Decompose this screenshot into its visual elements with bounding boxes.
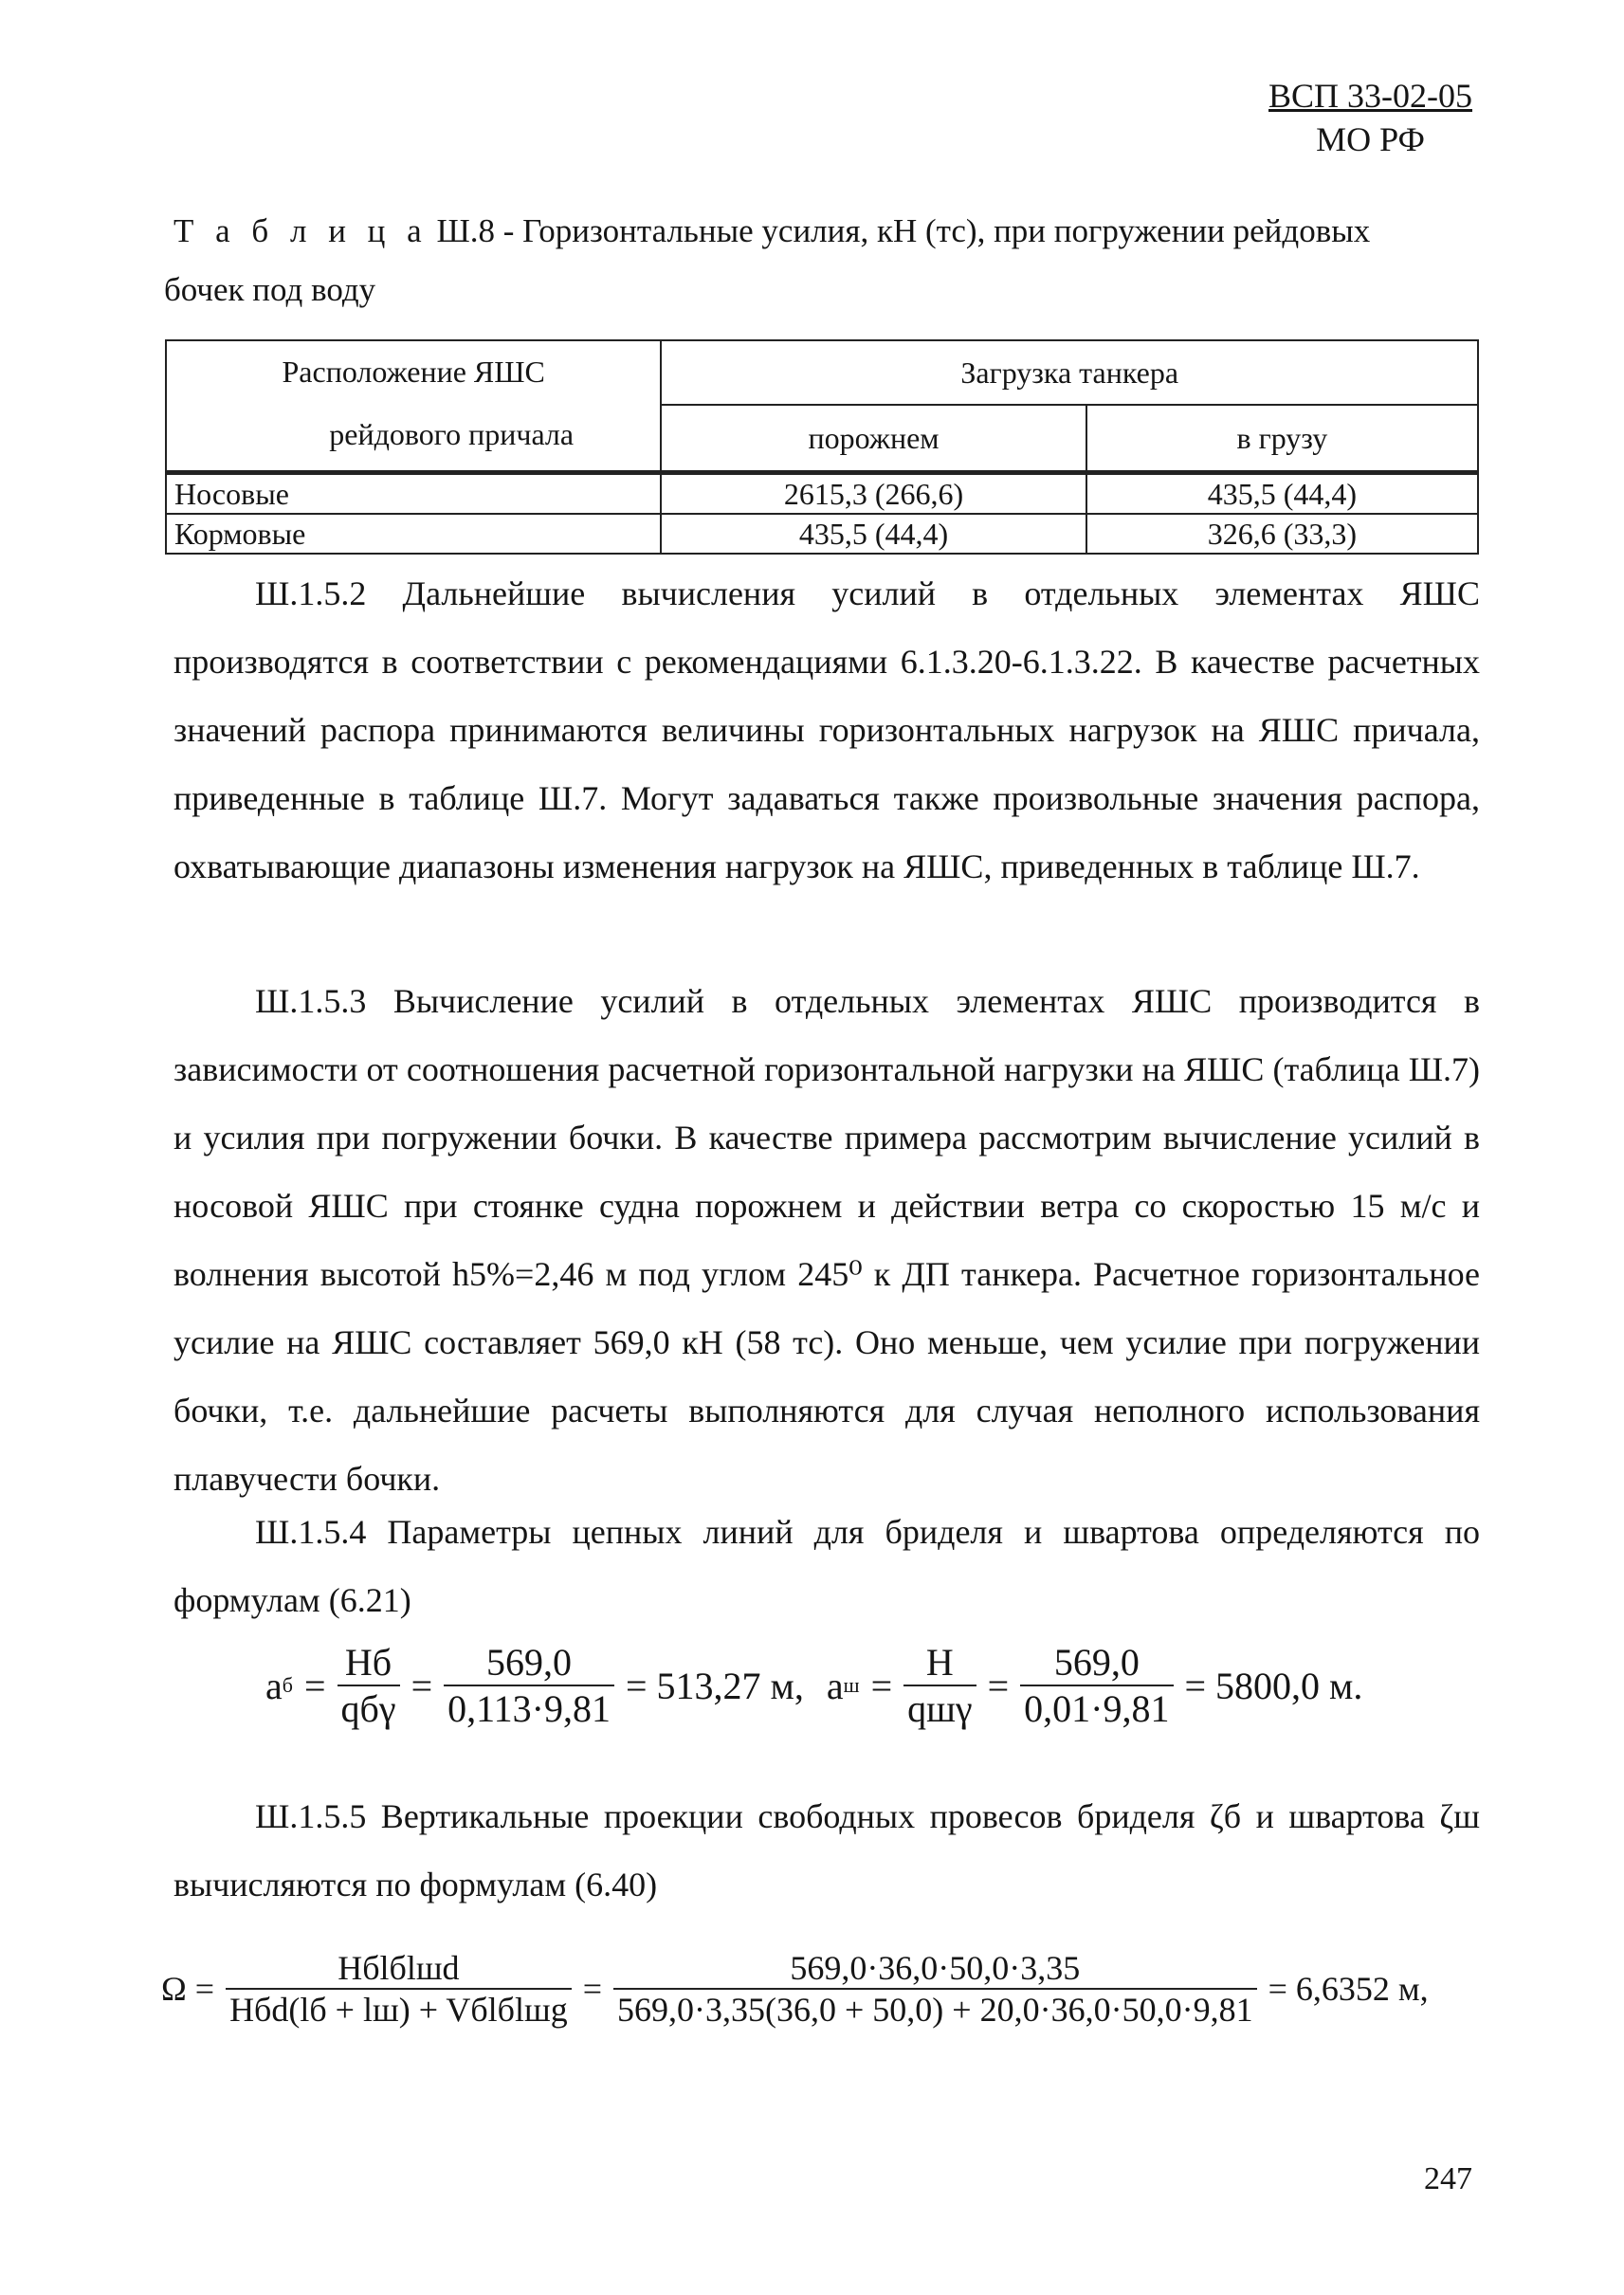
standard-code: ВСП 33-02-05 xyxy=(1268,77,1472,115)
document-header xyxy=(1268,74,1472,161)
paragraph-1-5-4: Ш.1.5.4 Параметры цепных линий для бриделя и швартова определяются по формулам (6.21) xyxy=(173,1513,1480,1619)
fraction: $\frac{H}{\text{qшγ}}$ xyxy=(903,1640,976,1731)
formula-omega: Ω = $\frac{\text{Hбlбlшd}}{\text{Hбd(lб + lш) + Vбlбlшg}}$ = $\frac{569,0\cdot 36,0\cdot 50,0\cdot 3,35}{569,0\cdot 3,35(36,0 + 50,0) + 20,0\cdot 36,0\cdot 50,0\cdot 9,81}$ = 6,6352 м, xyxy=(161,1949,1429,2029)
formula-catenary: a б = $\frac{Hб}{\text{qбγ}}$ = $\frac{569,0}{0,113\cdot 9,81}$ = 513,27 м, a ш = $\frac{H}{\text{qшγ}}$ = $\frac{569,0}{0,01\cdot 9,81}$ = 5800,0 м. xyxy=(265,1641,1363,1730)
fraction: $\frac{Hб}{\text{qбγ}}$ xyxy=(338,1640,400,1731)
organization: МО РФ xyxy=(1316,120,1425,158)
header-tanker-load: Загрузка танкера xyxy=(661,340,1478,405)
fraction: $\frac{569,0}{0,01\cdot 9,81}$ xyxy=(1020,1640,1173,1731)
fraction: $\frac{569,0}{0,113\cdot 9,81}$ xyxy=(444,1640,614,1731)
table-row: Носовые 2615,3 (266,6) 435,5 (44,4) xyxy=(166,473,1478,515)
header-loaded: в грузу xyxy=(1086,405,1478,473)
loads-table xyxy=(165,339,1479,555)
paragraph-1-5-2: Ш.1.5.2 Дальнейшие вычисления усилий в отдельных элементах ЯШС производятся в соответствии с рекомендациями 6.1.3.20-6.1.3.22. В качестве расчетных значений распора принимаются величины горизонтальных нагрузок на ЯШС причала, приведенные в таблице Ш.7. Могут задаваться также произвольные значения распора, охватывающие диапазоны изменения нагрузок на ЯШС, приведенных в таблице Ш.7. xyxy=(173,574,1480,885)
fraction: $\frac{569,0\cdot 36,0\cdot 50,0\cdot 3,35}{569,0\cdot 3,35(36,0 + 50,0) + 20,0\cdot 36,0\cdot 50,0\cdot 9,81}$ xyxy=(613,1948,1257,2030)
header-empty: порожнем xyxy=(661,405,1086,473)
page-number: 247 xyxy=(1424,2161,1472,2196)
header-location: Расположение ЯШС рейдового причала xyxy=(166,340,661,473)
fraction: $\frac{\text{Hбlбlшd}}{\text{Hбd(lб + lш) + Vбlбlшg}}$ xyxy=(226,1948,572,2030)
caption-tail: бочек под воду xyxy=(164,271,376,308)
paragraph-1-5-3: Ш.1.5.3 Вычисление усилий в отдельных элементах ЯШС производится в зависимости от соотношения расчетной горизонтальной нагрузки на ЯШС (таблица Ш.7) и усилия при погружении бочки. В качестве примера рассмотрим вычисление усилий в носовой ЯШС при стоянке судна порожнем и действии ветра со скоростью 15 м/с и волнения высотой h5%=2,46 м под углом 245⁰ к ДП танкера. Расчетное горизонтальное усилие на ЯШС составляет 569,0 кН (58 тс). Оно меньше, чем усилие при погружении бочки, т.е. дальнейшие расчеты выполняются для случая неполного использования плавучести бочки. xyxy=(173,982,1480,1498)
table-caption xyxy=(164,209,1480,308)
caption-prefix: Т а б л и ц а xyxy=(173,212,429,249)
table-row: Кормовые 435,5 (44,4) 326,6 (33,3) xyxy=(166,514,1478,554)
paragraph-1-5-5: Ш.1.5.5 Вертикальные проекции свободных провесов бриделя ζб и швартова ζш вычисляются по формулам (6.40) xyxy=(173,1797,1480,1903)
caption-text: Ш.8 - Горизонтальные усилия, кН (тс), при погружении рейдовых xyxy=(428,212,1371,249)
